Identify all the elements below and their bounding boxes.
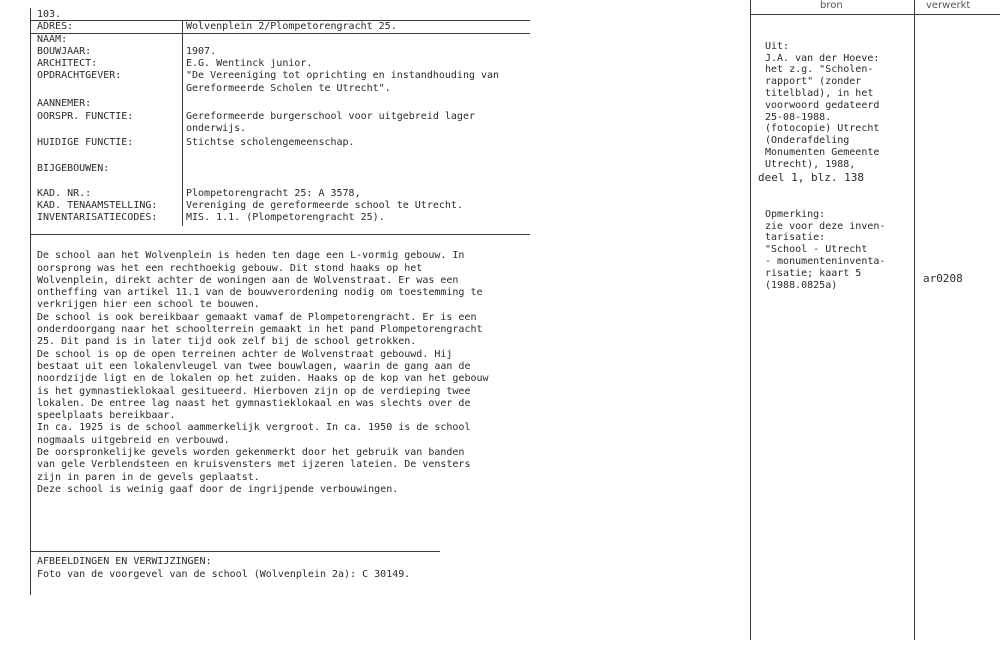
remark bbox=[765, 197, 885, 303]
description-line: 25. Dit pand is in later tijd ook zelf bij de school getrokken. bbox=[37, 336, 417, 348]
column-header-verwerkt: verwerkt bbox=[926, 0, 971, 11]
field-value: Gereformeerde Scholen te Utrecht". bbox=[186, 83, 391, 94]
source-line: 25-08-1988. bbox=[765, 111, 832, 123]
line-above-illustrations bbox=[30, 551, 440, 552]
divider-bron-verwerkt bbox=[914, 0, 915, 640]
column-header-bron: bron bbox=[820, 0, 843, 11]
field-label: ADRES: bbox=[37, 21, 74, 32]
field-value: Plompetorengracht 25: A 3578, bbox=[186, 188, 361, 199]
description-line: noordzijde ligt en de lokalen op het zuiden. Haaks op de kop van het gebouw bbox=[37, 373, 489, 385]
description-text bbox=[37, 238, 537, 509]
field-label: INVENTARISATIECODES: bbox=[37, 212, 158, 223]
field-value: MIS. 1.1. (Plompetorengracht 25). bbox=[186, 212, 385, 223]
source-line: (Onderafdeling bbox=[765, 135, 850, 147]
illustrations-text: Foto van de voorgevel van de school (Wolvenplein 2a): C 30149. bbox=[37, 569, 411, 580]
description-line: Wolvenplein, direkt achter de woningen aan de Wolvenstraat. Er was een bbox=[37, 274, 459, 286]
description-line: In ca. 1925 is de school aammerkelijk vergroot. In ca. 1950 is de school bbox=[37, 422, 471, 434]
field-label: OPDRACHTGEVER: bbox=[37, 70, 122, 81]
source-reference bbox=[765, 29, 879, 182]
line-under-adres bbox=[30, 33, 530, 34]
line-above-description bbox=[30, 234, 530, 235]
remark-line: risatie; kaart 5 bbox=[765, 267, 862, 279]
description-line: speelplaats bereikbaar. bbox=[37, 410, 176, 422]
remark-line: (1988.0825a) bbox=[765, 279, 838, 291]
remark-line: tarisatie: bbox=[765, 232, 826, 244]
field-value: E.G. Wentinck junior. bbox=[186, 58, 313, 69]
divider-left-bron bbox=[750, 0, 751, 640]
description-line: De oorspronkelijke gevels worden gekenmerkt door het gebruik van banden bbox=[37, 447, 465, 459]
field-value: Gereformeerde burgerschool voor uitgebreid lager bbox=[186, 111, 475, 122]
remark-line: zie voor deze inven- bbox=[765, 220, 886, 232]
field-label: BOUWJAAR: bbox=[37, 46, 92, 57]
remark-line: Opmerking: bbox=[765, 208, 826, 220]
description-line: verkrijgen hier een school te bouwen. bbox=[37, 299, 260, 311]
verwerkt-code: ar0208 bbox=[923, 272, 963, 285]
header-underline bbox=[750, 14, 1000, 15]
description-line: Deze school is weinig gaaf door de ingrijpende verbouwingen. bbox=[37, 483, 399, 495]
illustrations-heading: AFBEELDINGEN EN VERWIJZINGEN: bbox=[37, 556, 212, 567]
remark-line: - monumenteninventa- bbox=[765, 255, 886, 267]
description-line: De school is op de open terreinen achter de Wolvenstraat gebouwd. Hij bbox=[37, 348, 453, 360]
label-value-divider bbox=[182, 20, 183, 226]
source-line: rapport" (zonder bbox=[765, 76, 862, 88]
description-line: lokalen. De entree lag naast het gymnastieklokaal en was slechts over de bbox=[37, 397, 471, 409]
field-value: "De Vereeniging tot oprichting en instandhouding van bbox=[186, 70, 500, 81]
field-label: BIJGEBOUWEN: bbox=[37, 163, 110, 174]
source-line: Monumenten Gemeente bbox=[765, 146, 880, 158]
field-value: Stichtse scholengemeenschap. bbox=[186, 137, 355, 148]
source-line: voorwoord gedateerd bbox=[765, 99, 880, 111]
field-label: HUIDIGE FUNCTIE: bbox=[37, 137, 134, 148]
description-line: De school is ook bereikbaar gemaakt vamaf de Plompetorengracht. Er is een bbox=[37, 311, 477, 323]
description-line: nogmaals uitgebreid en verbouwd. bbox=[37, 434, 230, 446]
source-line: J.A. van der Hoeve: bbox=[765, 52, 880, 64]
field-label: NAAM: bbox=[37, 34, 68, 45]
source-line: Utrecht), 1988, bbox=[765, 158, 856, 170]
source-line: (fotocopie) Utrecht bbox=[765, 123, 880, 135]
left-margin-line bbox=[30, 8, 31, 595]
field-label: ARCHITECT: bbox=[37, 58, 98, 69]
description-line: ontheffing van artikel 11.1 van de bouwverordening nodig om toestemming te bbox=[37, 287, 483, 299]
description-line: De school aan het Wolvenplein is heden ten dage een L-vormig gebouw. In bbox=[37, 250, 465, 262]
field-label: KAD. NR.: bbox=[37, 188, 92, 199]
source-line: titelblad), in het bbox=[765, 87, 874, 99]
field-value: Wolvenplein 2/Plompetorengracht 25. bbox=[186, 21, 397, 32]
description-line: onderdoorgang naar het schoolterrein gemaakt in het pand Plompetorengracht bbox=[37, 324, 483, 336]
field-value: Vereniging de gereformeerde school te Utrecht. bbox=[186, 200, 463, 211]
description-line: van gele Verblendsteen en kruisvensters met ijzeren lateien. De vensters bbox=[37, 459, 471, 471]
field-value: 1907. bbox=[186, 46, 217, 57]
field-value: onderwijs. bbox=[186, 123, 247, 134]
field-label: KAD. TENAAMSTELLING: bbox=[37, 200, 158, 211]
remark-line: "School - Utrecht bbox=[765, 244, 868, 256]
record-number: 103. bbox=[37, 9, 62, 20]
description-line: bestaat uit een lokalenvleugel van twee bouwlagen, waarin de gang aan de bbox=[37, 360, 471, 372]
source-line: het z.g. "Scholen- bbox=[765, 64, 874, 76]
description-line: oorsprong was het een rechthoekig gebouw. Dit stond haaks op het bbox=[37, 262, 423, 274]
field-label: OORSPR. FUNCTIE: bbox=[37, 111, 134, 122]
description-line: is het gymnastieklokaal gesitueerd. Hierboven zijn op de verdieping twee bbox=[37, 385, 471, 397]
description-line: zijn in paren in de gevels geplaatst. bbox=[37, 471, 260, 483]
field-label: AANNEMER: bbox=[37, 98, 92, 109]
source-line: Uit: bbox=[765, 40, 790, 52]
source-deel: deel 1, blz. 138 bbox=[758, 171, 864, 184]
